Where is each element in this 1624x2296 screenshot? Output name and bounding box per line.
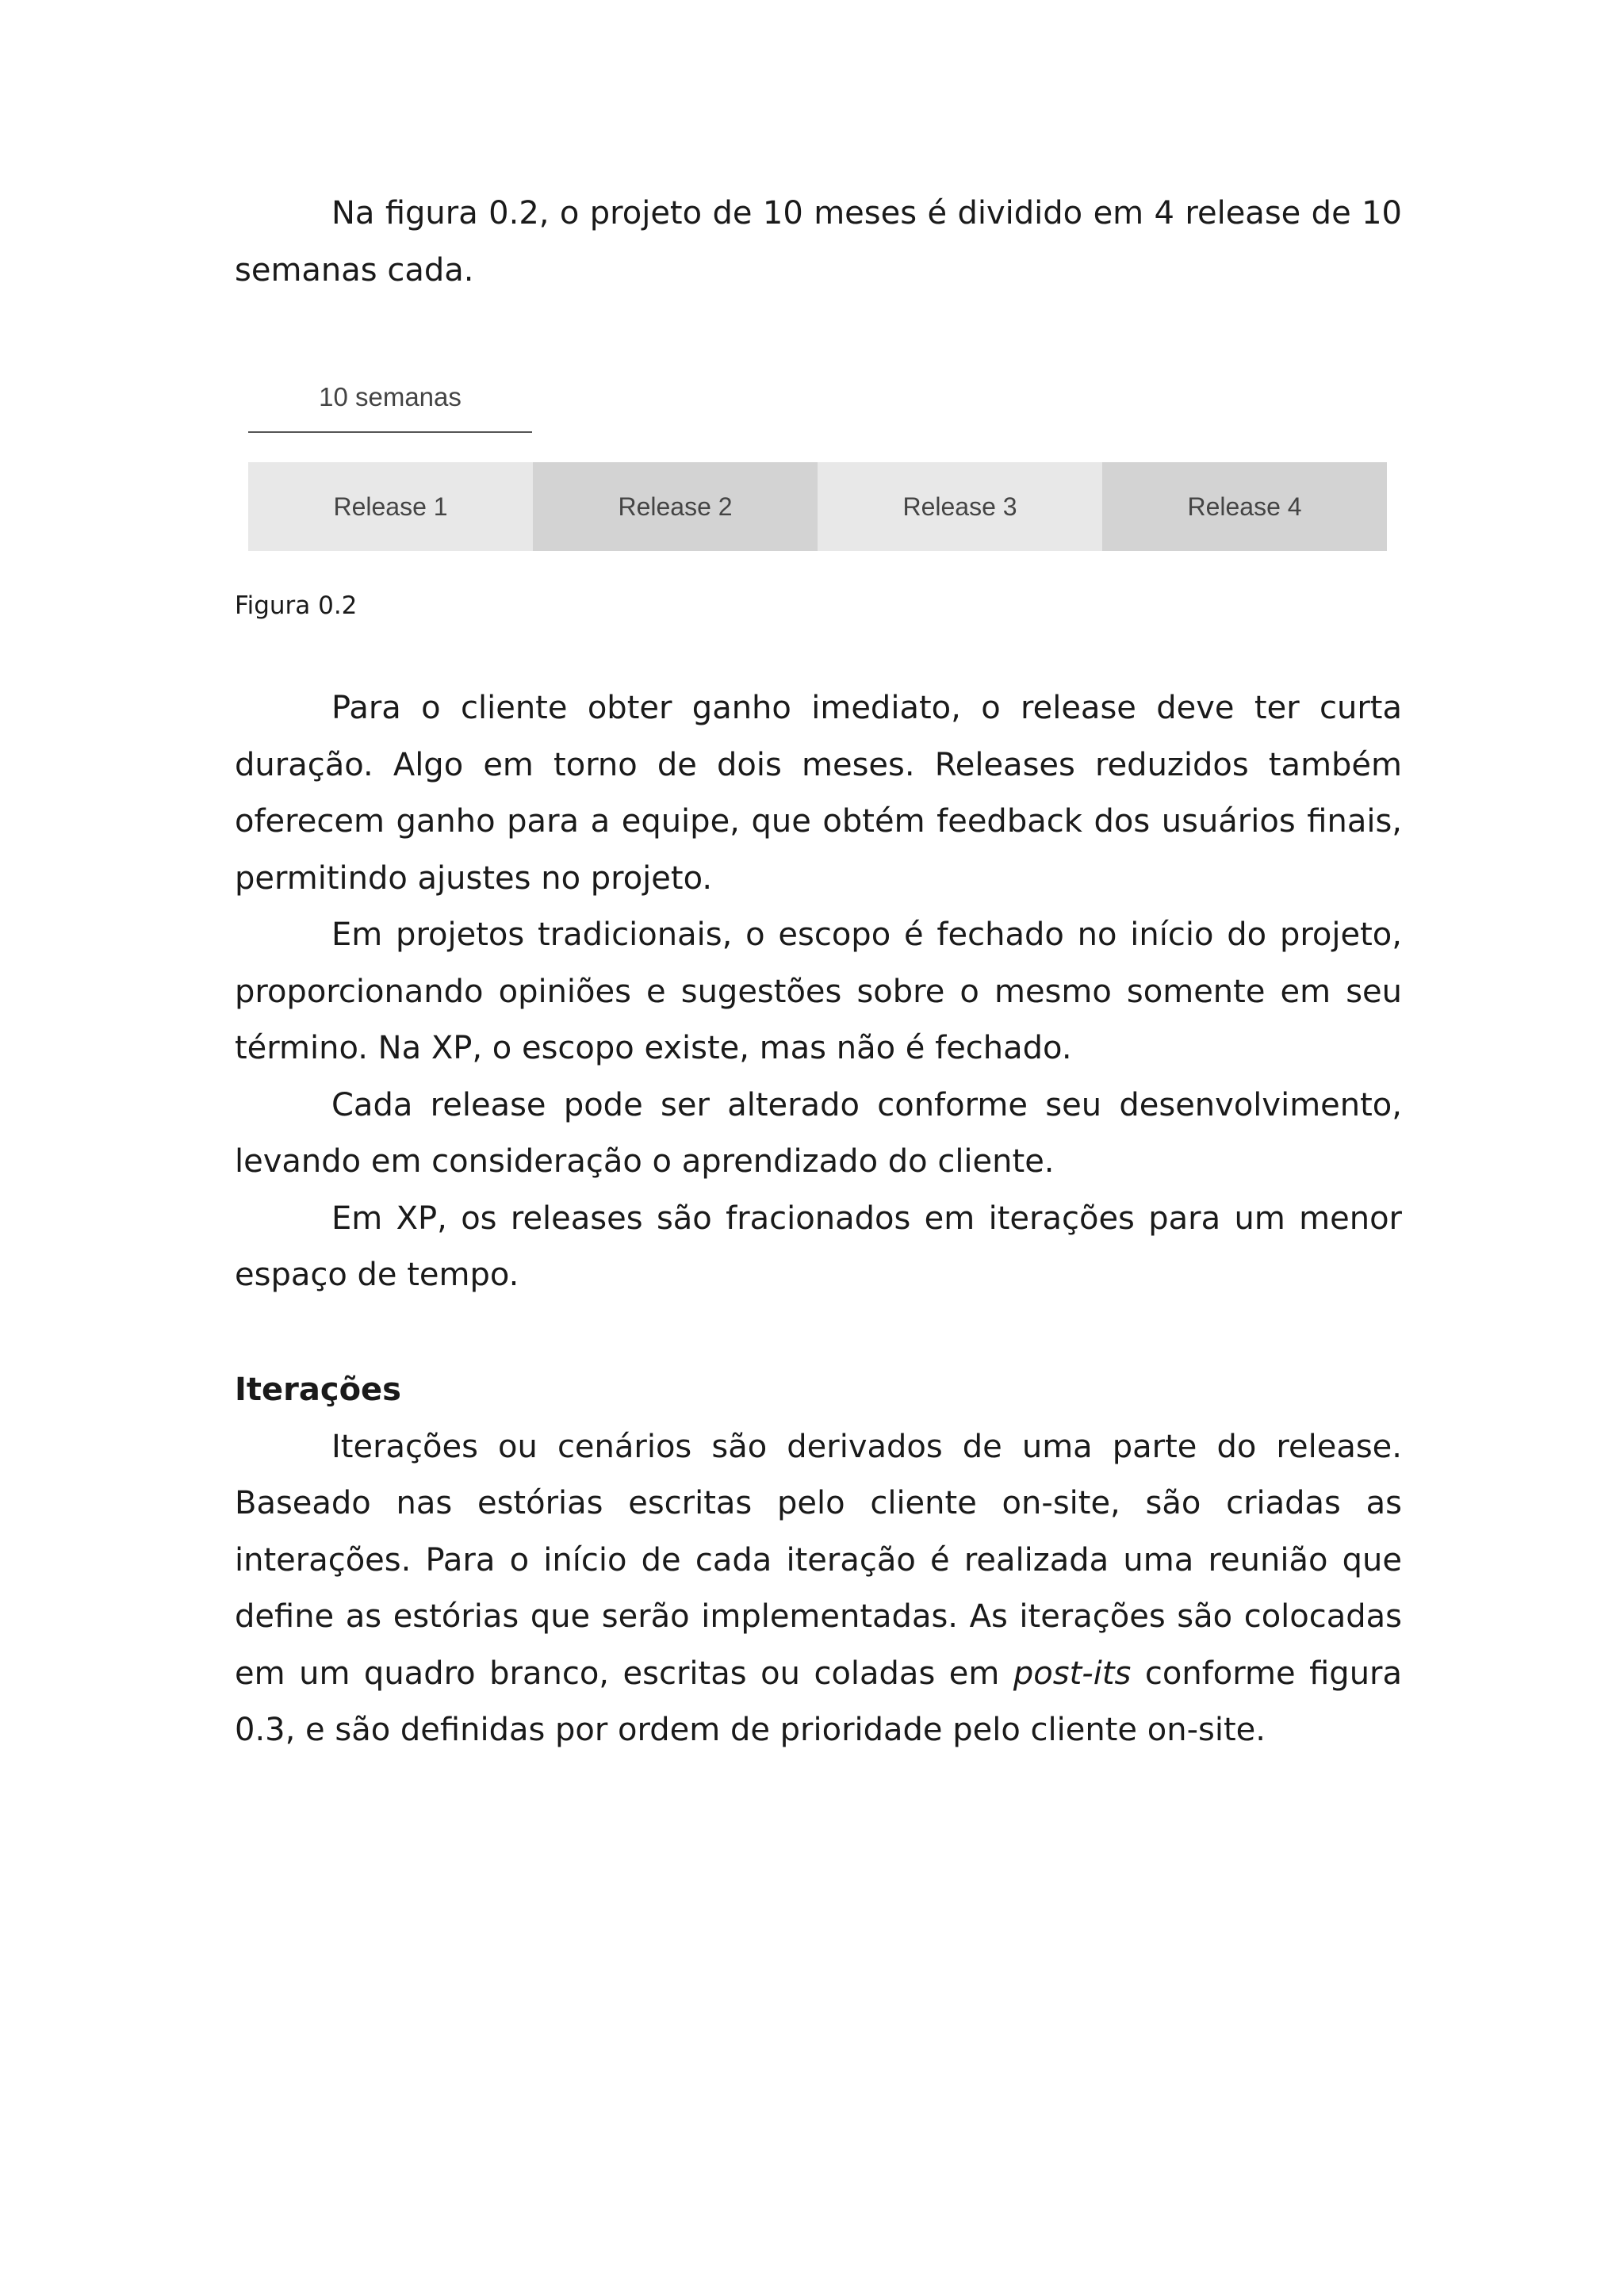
section-paragraph — [235, 1419, 1402, 1759]
release-row — [248, 462, 1387, 551]
section-text-part-1: Iterações ou cenários são derivados de uma parte do release. Baseado nas estórias escritas pelo cliente on-site, são criadas as interações. Para o início de cada iteração é realizada uma reunião que define as estórias que serão implementadas. As iterações são colocadas em um quadro branco, escritas ou coladas em — [235, 1428, 1402, 1692]
scale-label: 10 semanas — [319, 382, 462, 411]
release-box-1: Release 1 — [248, 462, 533, 551]
intro-text — [235, 186, 1402, 299]
section-heading: Iterações — [235, 1372, 401, 1408]
scale-line — [248, 431, 532, 433]
body-paragraph-3: Cada release pode ser alterado conforme seu desenvolvimento, levando em consideração o aprendizado do cliente. — [235, 1086, 1402, 1180]
body-paragraph-1: Para o cliente obter ganho imediato, o release deve ter curta duração. Algo em torno de dois meses. Releases reduzidos também oferecem ganho para a equipe, que obtém feedback dos usuários finais, permitindo ajustes no projeto. — [235, 690, 1402, 897]
section-text-part-2: conforme figura 0.3, e são definidas por ordem de prioridade pelo cliente on-site. — [235, 1655, 1403, 1748]
intro-paragraph: Na figura 0.2, o projeto de 10 meses é dividido em 4 release de 10 semanas cada. — [235, 195, 1402, 289]
release-box-2: Release 2 — [533, 462, 818, 551]
body-paragraph-4: Em XP, os releases são fracionados em iterações para um menor espaço de tempo. — [235, 1200, 1402, 1293]
release-box-3: Release 3 — [818, 462, 1102, 551]
release-box-4: Release 4 — [1102, 462, 1387, 551]
release-diagram — [248, 373, 1387, 552]
body-paragraph-2: Em projetos tradicionais, o escopo é fechado no início do projeto, proporcionando opiniões e sugestões sobre o mesmo somente em seu término. Na XP, o escopo existe, mas não é fechado. — [235, 916, 1402, 1066]
body-text — [235, 680, 1402, 1304]
section-text-italic: post-its — [1013, 1655, 1132, 1692]
figure-caption: Figura 0.2 — [235, 591, 358, 620]
iteracoes-section — [235, 1362, 1402, 1759]
